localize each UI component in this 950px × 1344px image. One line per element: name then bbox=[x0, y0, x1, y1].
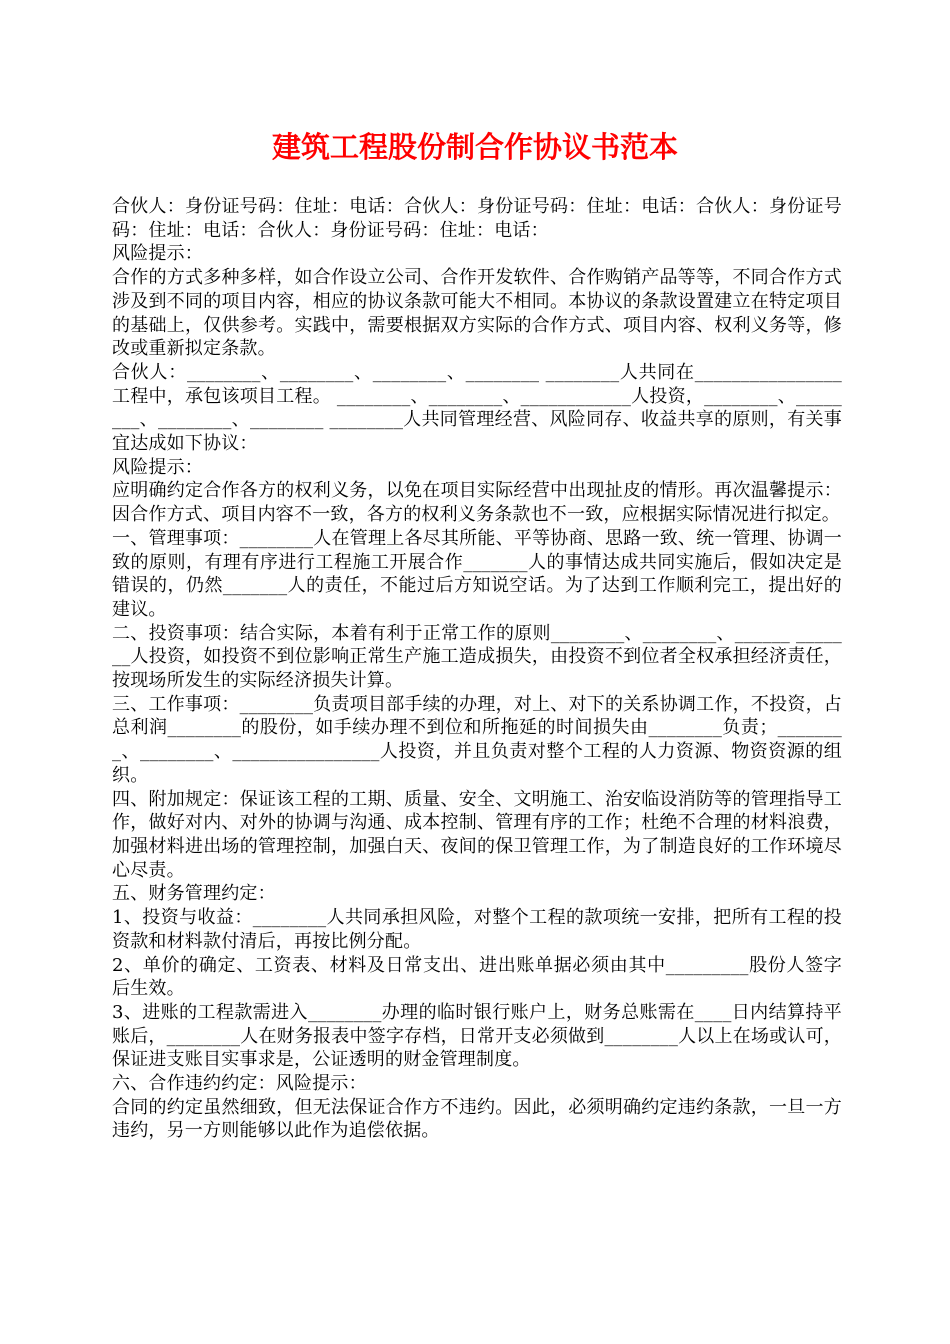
rights-duties-paragraph: 应明确约定合作各方的权利义务，以免在项目实际经营中出现扯皮的情形。再次温馨提示：因合作方式、项目内容不一致，各方的权利义务条款也不一致，应根据实际情况进行拟定。 bbox=[112, 480, 842, 526]
risk-notice-paragraph: 合作的方式多种多样，如合作设立公司、合作开发软件、合作购销产品等等，不同合作方式涉及到不同的项目内容，相应的协议条款可能大不相同。本协议的条款设置建立在特定项目的基础上，仅供参考。实践中，需要根据双方实际的合作方式、项目内容、权利义务等，修改或重新拟定条款。 bbox=[112, 267, 842, 360]
document-body bbox=[112, 195, 842, 1143]
breach-paragraph: 合同的约定虽然细致，但无法保证合作方不违约。因此，必须明确约定违约条款，一旦一方违约，另一方则能够以此作为追偿依据。 bbox=[112, 1096, 842, 1142]
risk-notice-heading: 风险提示： bbox=[112, 243, 203, 265]
risk-notice-heading-2: 风险提示： bbox=[112, 456, 203, 478]
section-work: 三、工作事项：________负责项目部手续的办理，对上、对下的关系协调工作，不投资，占总利润________的股份，如手续办理不到位和所拖延的时间损失由________负责；________、________、________________人投资，并且负责对整个工程的人力资源、物资资源的组织。 bbox=[112, 693, 842, 786]
partners-info-paragraph: 合伙人：身份证号码：住址：电话：合伙人：身份证号码：住址：电话：合伙人：身份证号码：住址：电话：合伙人：身份证号码：住址：电话： bbox=[112, 196, 842, 241]
section-additional: 四、附加规定：保证该工程的工期、质量、安全、文明施工、治安临设消防等的管理指导工作，做好对内、对外的协调与沟通、成本控制、管理有序的工作；杜绝不合理的材料浪费，加强材料进出场的管理控制，加强白天、夜间的保卫管理工作，为了制造良好的工作环境尽心尽责。 bbox=[112, 788, 842, 881]
section-breach-heading: 六、合作违约约定：风险提示： bbox=[112, 1073, 367, 1095]
finance-item-3: 3、进账的工程款需进入________办理的临时银行账户上，财务总账需在____日内结算持平账后，________人在财务报表中签字存档，日常开支必须做到________人以上在场或认可，保证进支账目实事求是，公证透明的财金管理制度。 bbox=[112, 1001, 842, 1071]
document-title: 建筑工程股份制合作协议书范本 bbox=[271, 130, 678, 164]
partners-agreement-paragraph: 合伙人：________、________、________、________ ________人共同在________________工程中，承包该项目工程。 ________、________、____________人投资，________、________、________、________ ________人共同管理经营、风险同存、收益共享的原则，有关事宜达成如下协议： bbox=[112, 361, 842, 455]
finance-item-1: 1、投资与收益：________人共同承担风险，对整个工程的款项统一安排，把所有工程的投资款和材料款付清后，再按比例分配。 bbox=[112, 907, 842, 952]
finance-item-2: 2、单价的确定、工资表、材料及日常支出、进出账单据必须由其中_________股份人签字后生效。 bbox=[112, 954, 842, 1000]
section-investment: 二、投资事项：结合实际，本着有利于正常工作的原则________、________、______ _______人投资，如投资不到位影响正常生产施工造成损失，由投资不到位者全权承担经济责任，按现场所发生的实际经济损失计算。 bbox=[112, 622, 842, 692]
section-management: 一、管理事项：________人在管理上各尽其所能、平等协商、思路一致、统一管理、协调一致的原则，有理有序进行工程施工开展合作_______人的事情达成共同实施后，假如决定是错误的，仍然_______人的责任，不能过后方知说空话。为了达到工作顺利完工，提出好的建议。 bbox=[112, 527, 842, 620]
section-finance-heading: 五、财务管理约定： bbox=[112, 883, 276, 905]
